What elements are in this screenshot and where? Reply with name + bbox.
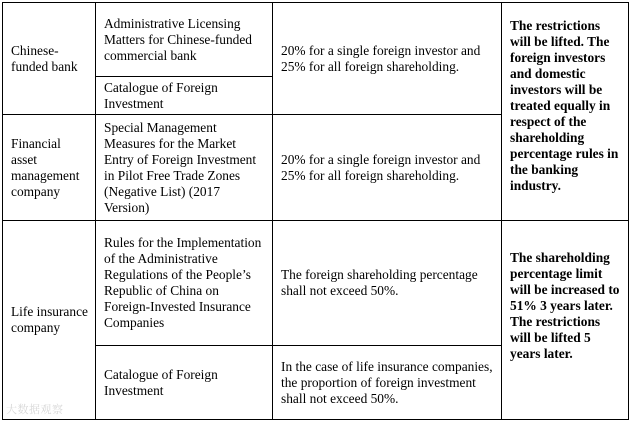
table-row: [3, 221, 629, 346]
limit-cell: 20% for a single foreign investor and 25% for all foreign shareholding.: [273, 115, 502, 221]
limit-cell: The foreign shareholding percentage shall not exceed 50%.: [273, 221, 502, 346]
regulation-cell: Rules for the Implementation of the Administrative Regulations of the People’s Republic of China on Foreign-Invested Insurance Companies: [96, 221, 273, 346]
limit-cell: 20% for a single foreign investor and 25% for all foreign shareholding.: [273, 3, 502, 115]
institution-cell: Financial asset management company: [3, 115, 96, 221]
regulation-cell: Administrative Licensing Matters for Chinese-funded commercial bank: [96, 3, 273, 77]
limit-cell: In the case of life insurance companies, the proportion of foreign investment shall not exceed 50%.: [273, 346, 502, 420]
policy-change-cell: The shareholding percentage limit will be increased to 51% 3 years later. The restrictions will be lifted 5 years later.: [502, 221, 629, 420]
institution-cell: Life insurance company: [3, 221, 96, 420]
regulation-table: [2, 2, 629, 420]
watermark-logo: 大数据观察: [6, 403, 64, 416]
regulation-cell: Catalogue of Foreign Investment: [96, 346, 273, 420]
institution-cell: Chinese-funded bank: [3, 3, 96, 115]
regulation-cell: Catalogue of Foreign Investment: [96, 77, 273, 115]
policy-change-cell: The restrictions will be lifted. The foreign investors and domestic investors will be treated equally in respect of the shareholding percentage rules in the banking industry.: [502, 3, 629, 221]
regulation-cell: Special Management Measures for the Market Entry of Foreign Investment in Pilot Free Trade Zones (Negative List) (2017 Version): [96, 115, 273, 221]
table-row: [3, 3, 629, 77]
